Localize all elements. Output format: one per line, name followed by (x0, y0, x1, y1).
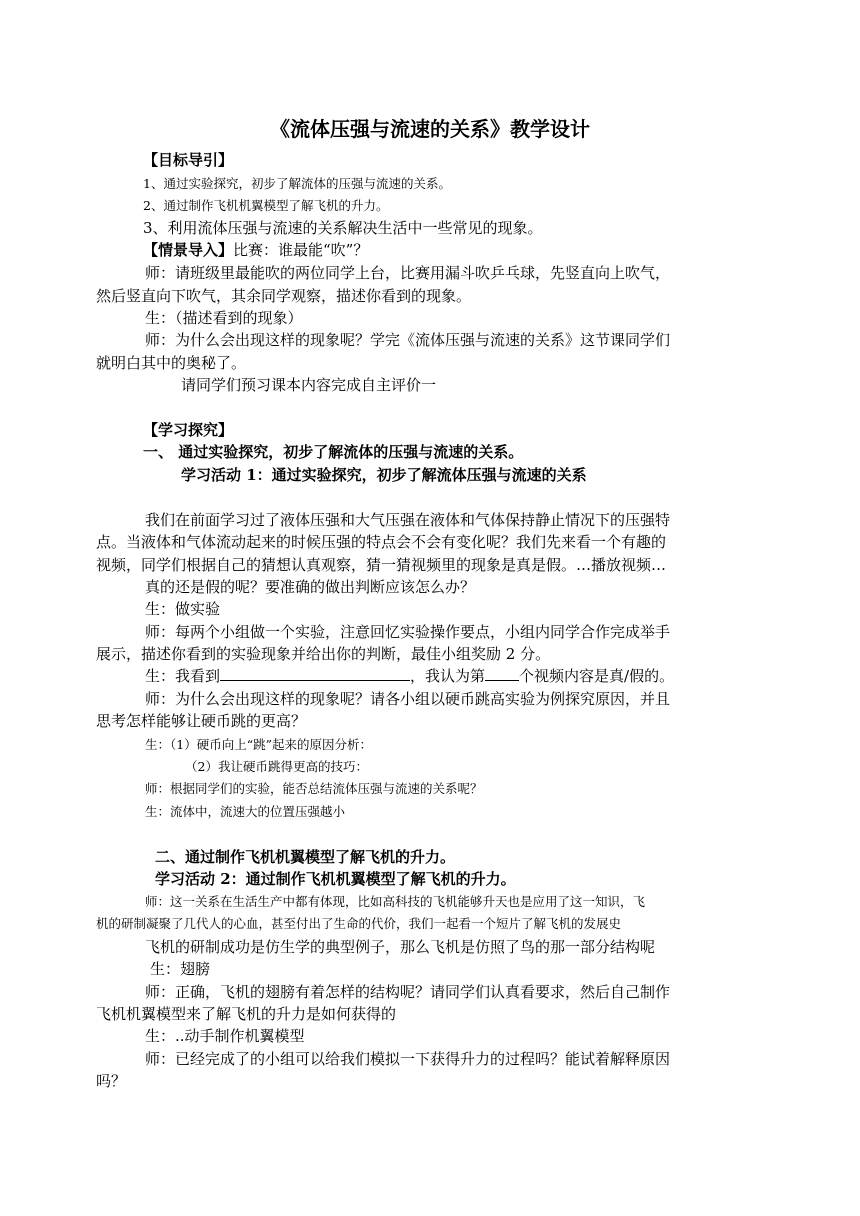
explore-student-4-b: （2）我让硬币跳得更高的技巧： (185, 759, 368, 774)
intro-heading: 【情景导入】 (143, 241, 234, 259)
section2-teacher-7-line2: 飞机机翼模型来了解飞机的升力是如何获得的 (96, 1005, 397, 1023)
explore-p1-line4: 真的还是假的呢？要准确的做出判断应该怎么办？ (145, 578, 476, 596)
explore-teacher-3-line1: 师：每两个小组做一个实验，注意回忆实验操作要点，小组内同学合作完成举手 (145, 623, 671, 641)
explore-student-2: 生：做实验 (145, 600, 221, 618)
explore-teacher-4-line1: 师：为什么会出现这样的现象呢？请各小组以硬币跳高实验为例探究原因，并且 (145, 690, 671, 708)
goal-item-2: 2、通过制作飞机机翼模型了解飞机的升力。 (143, 198, 389, 213)
intro-heading-rest: 比赛：谁最能“吹”？ (233, 241, 369, 259)
explore-student-3 (145, 666, 674, 686)
goal-item-3: 3、利用流体压强与流速的关系解决生活中一些常见的现象。 (143, 219, 543, 237)
section2-student-7: 生：..动手制作机翼模型 (145, 1027, 305, 1045)
section2-teacher-8-line1: 师：已经完成了的小组可以给我们模拟一下获得升力的过程吗？能试着解释原因 (145, 1050, 671, 1068)
document-title: 《流体压强与流速的关系》教学设计 (270, 117, 590, 141)
section2-teacher-6-line1: 师：这一关系在生活生产中都有体现，比如高科技的飞机能够升天也是应用了这一知识，飞 (145, 894, 646, 909)
video-number-blank[interactable] (485, 666, 519, 681)
section2-p2-line1: 飞机的研制成功是仿生学的典型例子，那么飞机是仿照了鸟的那一部分结构呢 (145, 938, 656, 956)
explore-student-5: 生：流体中，流速大的位置压强越小 (145, 804, 346, 819)
section-2-heading: 二、通过制作飞机机翼模型了解飞机的升力。 (155, 848, 456, 866)
explore-p1-line3: 视频，同学们根据自己的猜想认真观察，猜一猜视频里的现象是真是假。…播放视频… (96, 556, 667, 574)
explore-p1-line2: 点。当液体和气体流动起来的时候压强的特点会不会有变化呢？我们先来看一个有趣的 (96, 533, 667, 551)
section2-student-6: 生：翅膀 (150, 960, 211, 978)
explore-student-4-a: 生：（1）硬币向上“跳”起来的原因分析： (145, 737, 372, 752)
section2-teacher-7-line1: 师：正确，飞机的翅膀有着怎样的结构呢？请同学们认真看要求，然后自己制作 (145, 983, 671, 1001)
student-3-part-c: 个视频内容是真/假的。 (519, 667, 675, 685)
explore-heading: 【学习探究】 (143, 421, 234, 439)
activity-2-heading: 学习活动 2：通过制作飞机机翼模型了解飞机的升力。 (155, 870, 516, 888)
student-3-part-a: 生：我看到 (145, 667, 221, 685)
intro-teacher-1-line1: 师：请班级里最能吹的两位同学上台，比赛用漏斗吹乒乓球，先竖直向上吹气， (145, 264, 671, 282)
observation-blank[interactable] (220, 666, 410, 681)
activity-1-heading: 学习活动 1：通过实验探究，初步了解流体压强与流速的关系 (181, 466, 587, 484)
explore-teacher-5: 师：根据同学们的实验，能否总结流体压强与流速的关系呢？ (145, 781, 483, 796)
section-1-heading: 一、 通过实验探究，初步了解流体的压强与流速的关系。 (143, 443, 524, 461)
intro-preview: 请同学们预习课本内容完成自主评价一 (181, 376, 437, 394)
explore-p1-line1: 我们在前面学习过了液体压强和大气压强在液体和气体保持静止情况下的压强特 (145, 511, 671, 529)
intro-teacher-1-line2: 然后竖直向下吹气，其余同学观察，描述你看到的现象。 (96, 287, 472, 305)
section2-teacher-8-line2: 吗？ (96, 1072, 127, 1090)
explore-teacher-4-line2: 思考怎样能够让硬币跳的更高？ (96, 712, 307, 730)
explore-teacher-3-line2: 展示，描述你看到的实验现象并给出你的判断，最佳小组奖励 2 分。 (96, 645, 551, 663)
intro-teacher-2-line1: 师：为什么会出现这样的现象呢？学完《流体压强与流速的关系》这节课同学们 (145, 331, 671, 349)
student-3-part-b: ，我认为第 (410, 667, 486, 685)
intro-line (143, 240, 368, 260)
intro-teacher-2-line2: 就明白其中的奥秘了。 (96, 354, 247, 372)
intro-student-1: 生：（描述看到的现象） (145, 309, 303, 327)
section2-teacher-6-line2: 机的研制凝聚了几代人的心血，甚至付出了生命的代价，我们一起看一个短片了解飞机的发展史 (96, 916, 622, 931)
goals-heading: 【目标导引】 (143, 151, 234, 169)
goal-item-1: 1、通过实验探究，初步了解流体的压强与流速的关系。 (143, 176, 451, 191)
